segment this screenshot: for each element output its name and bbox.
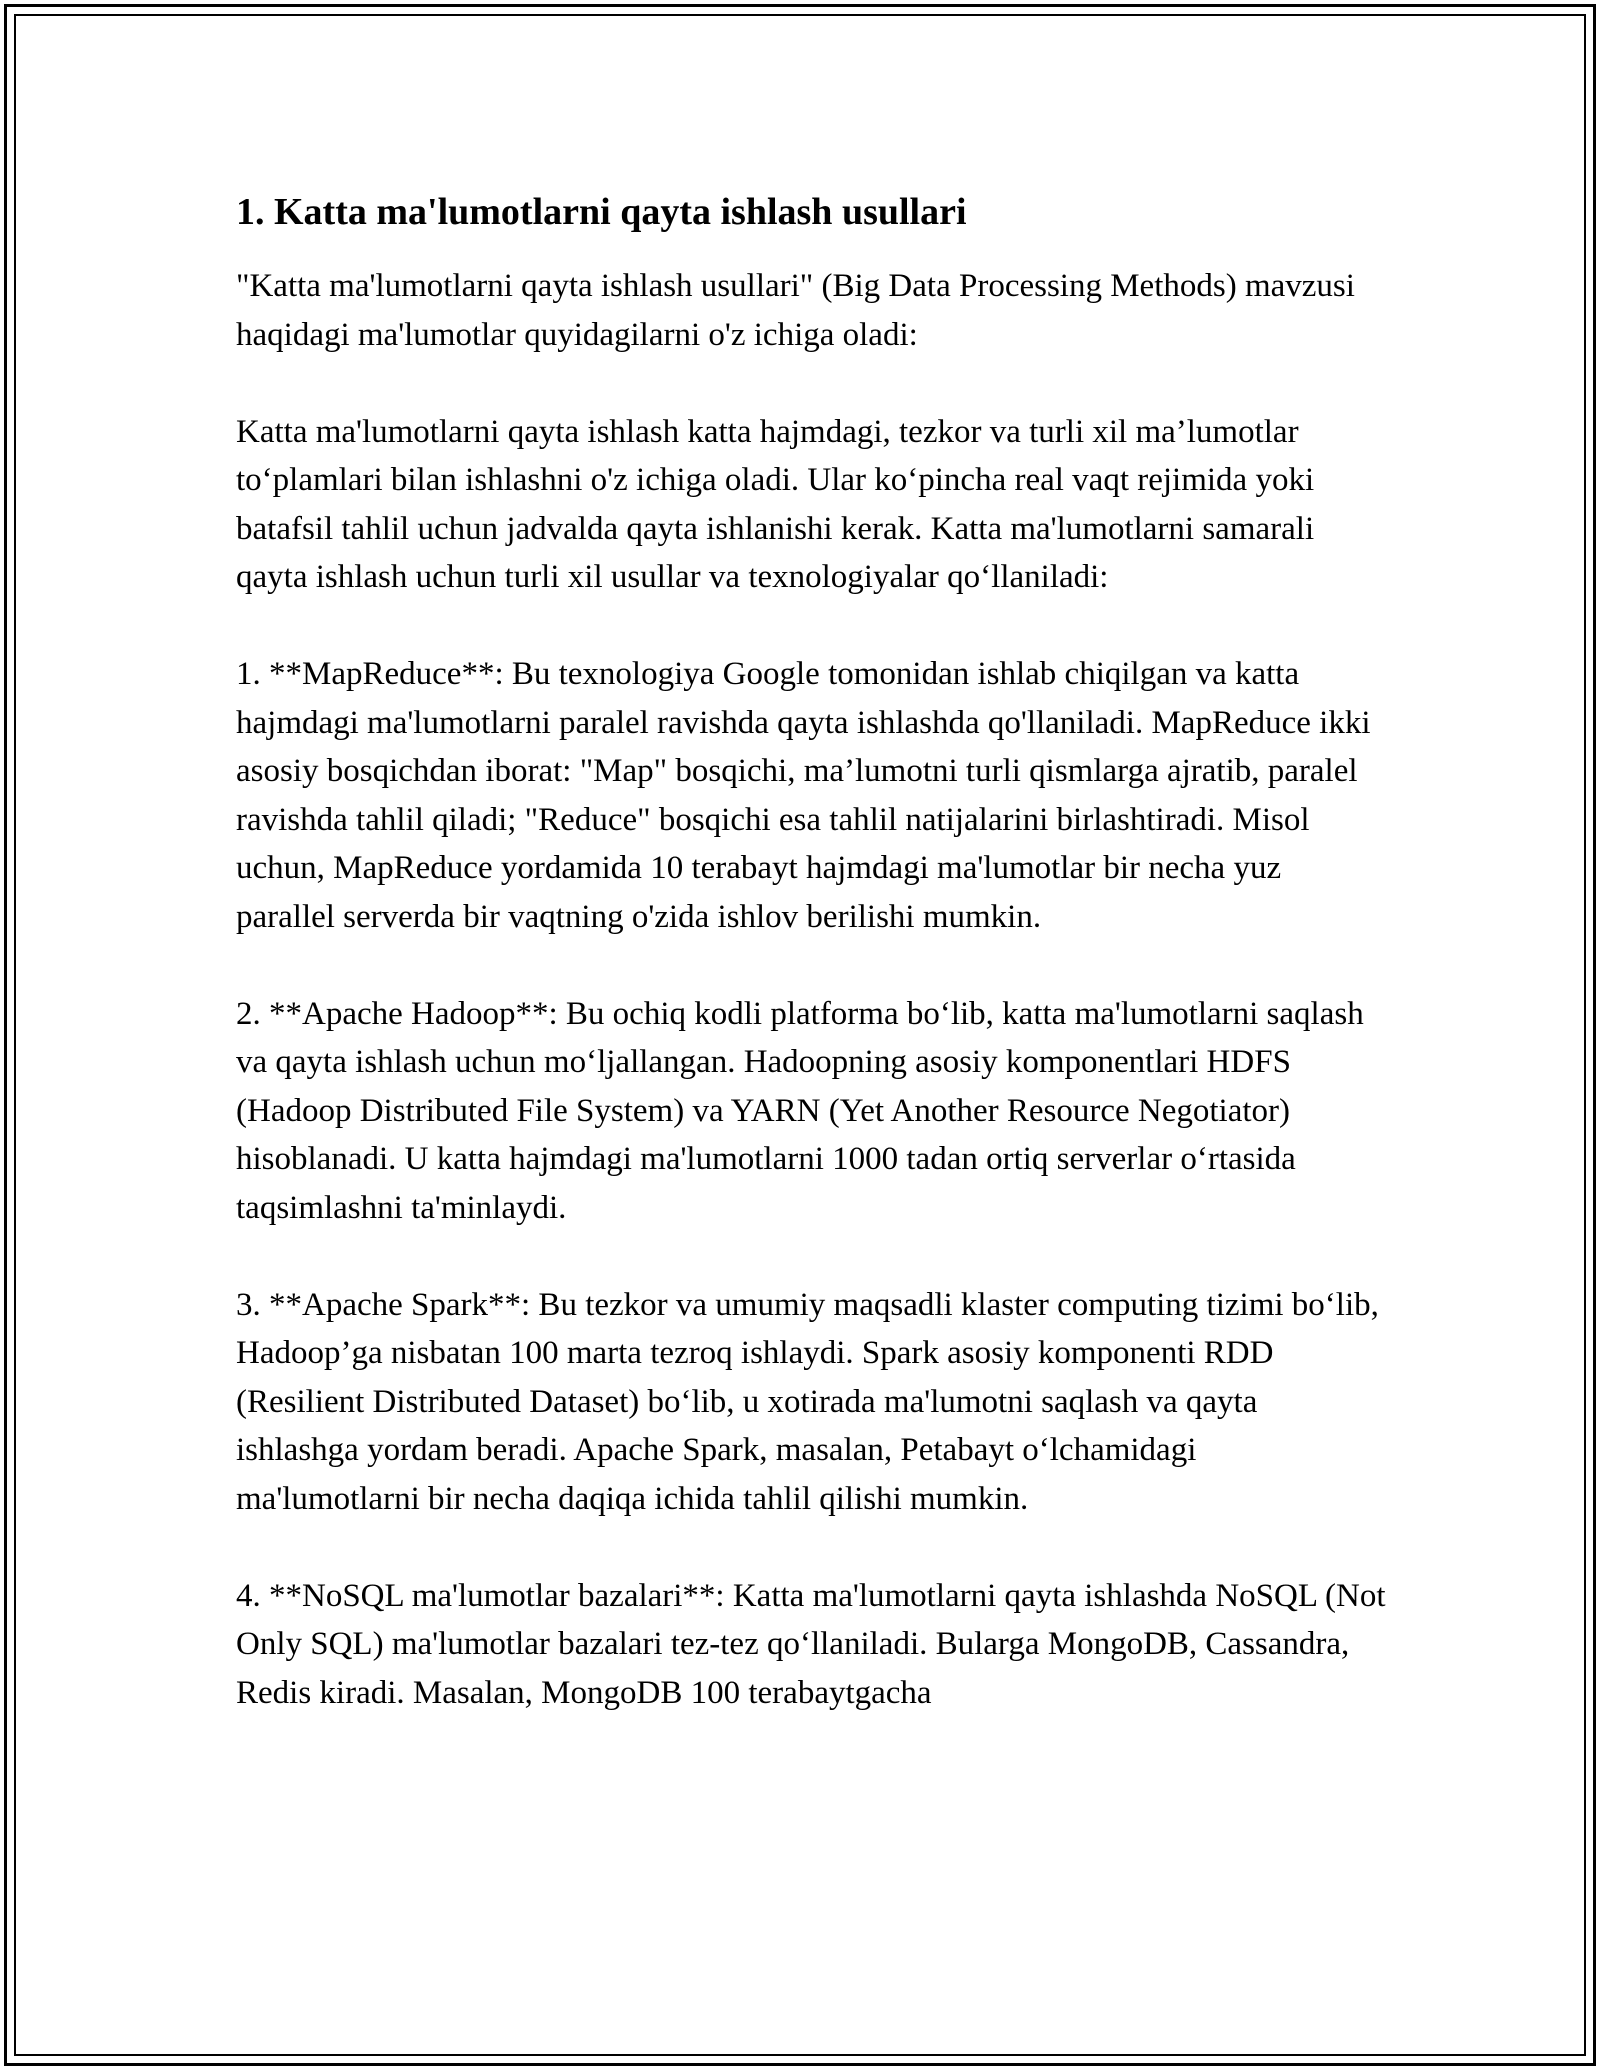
- overview-paragraph: Katta ma'lumotlarni qayta ishlash katta hajmdagi, tezkor va turli xil ma’lumotlar to‘plamlari bilan ishlashni o'z ichiga oladi. Ular ko‘pincha real vaqt rejimida yoki batafsil tahlil uchun jadvalda qayta ishlanishi kerak. Katta ma'lumotlarni samarali qayta ishlash uchun turli xil usullar va texnologiyalar qo‘llaniladi:: [236, 413, 1315, 595]
- spark-paragraph: 3. **Apache Spark**: Bu tezkor va umumiy maqsadli klaster computing tizimi bo‘lib, Hadoop’ga nisbatan 100 marta tezroq ishlaydi. Spark asosiy komponenti RDD (Resilient Distributed Dataset) bo‘lib, u xotirada ma'lumotni saqlash va qayta ishlashga yordam beradi. Apache Spark, masalan, Petabayt o‘lchamidagi ma'lumotlarni bir necha daqiqa ichida tahlil qilishi mumkin.: [236, 1286, 1379, 1517]
- section-title: 1. Katta ma'lumotlarni qayta ishlash usullari: [236, 191, 967, 233]
- hadoop-paragraph: 2. **Apache Hadoop**: Bu ochiq kodli platforma bo‘lib, katta ma'lumotlarni saqlash va qayta ishlash uchun mo‘ljallangan. Hadoopning asosiy komponentlari HDFS (Hadoop Distributed File System) va YARN (Yet Another Resource Negotiator) hisoblanadi. U katta hajmdagi ma'lumotlarni 1000 tadan ortiq serverlar o‘rtasida taqsimlashni ta'minlaydi.: [236, 995, 1364, 1226]
- intro-paragraph: "Katta ma'lumotlarni qayta ishlash usullari" (Big Data Processing Methods) mavzusi haqidagi ma'lumotlar quyidagilarni o'z ichiga oladi:: [236, 268, 1355, 353]
- nosql-paragraph: 4. **NoSQL ma'lumotlar bazalari**: Katta ma'lumotlarni qayta ishlashda NoSQL (Not Only SQL) ma'lumotlar bazalari tez-tez qo‘llaniladi. Bularga MongoDB, Cassandra, Redis kiradi. Masalan, MongoDB 100 terabaytgacha: [236, 1577, 1386, 1711]
- document-body: [236, 188, 1386, 1717]
- mapreduce-paragraph: 1. **MapReduce**: Bu texnologiya Google tomonidan ishlab chiqilgan va katta hajmdagi ma'lumotlarni paralel ravishda qayta ishlashda qo'llaniladi. MapReduce ikki asosiy bosqichdan iborat: "Map" bosqichi, ma’lumotni turli qismlarga ajratib, paralel ravishda tahlil qiladi; "Reduce" bosqichi esa tahlil natijalarini birlashtiradi. Misol uchun, MapReduce yordamida 10 terabayt hajmdagi ma'lumotlar bir necha yuz parallel serverda bir vaqtning o'zida ishlov berilishi mumkin.: [236, 656, 1371, 935]
